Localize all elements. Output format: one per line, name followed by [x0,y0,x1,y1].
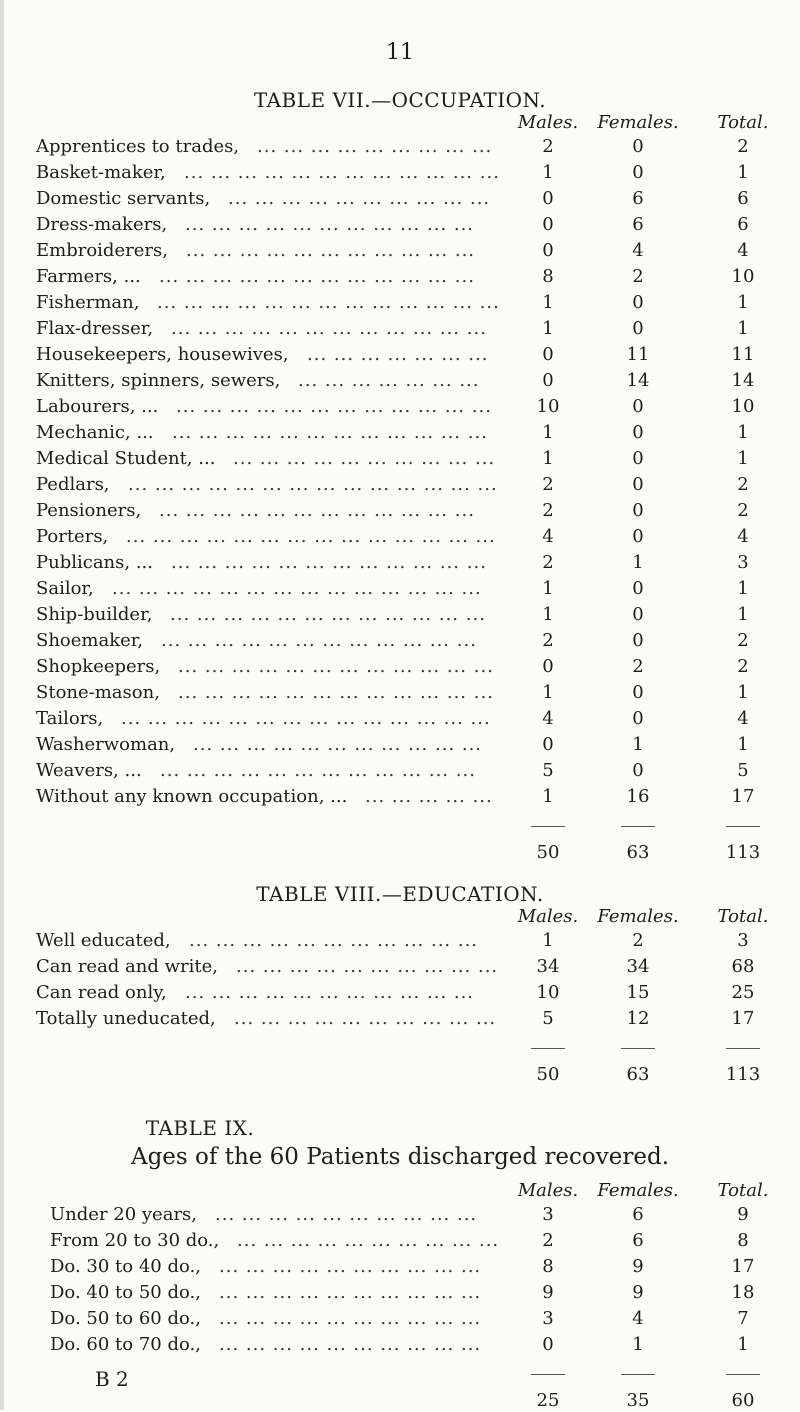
total-all: 113 [725,842,761,863]
leader-dots: ... ... ... ... ... ... ... ... ... ... [233,448,496,469]
row-label: Knitters, spinners, sewers, [36,370,281,391]
total-cell: 1 [737,1334,749,1355]
row-label: Fisherman, [36,292,140,313]
males-cell: 8 [542,1256,554,1277]
leader-dots: ... ... ... ... ... ... ... ... ... ... [228,188,491,209]
total-cell: 1 [737,448,749,469]
total-header: Total. [717,906,769,927]
table-row [0,708,800,734]
total-cell: 4 [737,708,749,729]
row-label: From 20 to 30 do., [50,1230,220,1251]
table-row [0,682,800,708]
leader-dots: ... ... ... ... ... ... ... ... ... ... ... ... [184,162,500,183]
leader-dots: ... ... ... ... ... ... ... ... ... ... ... ... ... [157,292,500,313]
total-cell: 1 [737,292,749,313]
row-label: Ship-builder, [36,604,153,625]
row-label: Housekeepers, housewives, [36,344,289,365]
table-row [0,982,800,1008]
total-cell: 2 [737,500,749,521]
females-cell: 4 [632,1308,644,1329]
table-row [0,1282,800,1308]
total-header: Total. [717,112,769,133]
females-cell: 0 [632,318,644,339]
table-row [0,370,800,396]
males-cell: 0 [542,344,554,365]
total-cell: 3 [737,930,749,951]
table7-header [0,112,800,136]
males-cell: 0 [542,1334,554,1355]
females-cell: 0 [632,604,644,625]
row-label: Mechanic, ... [36,422,154,443]
table8-rows [0,930,800,1034]
males-cell: 10 [536,982,560,1003]
total-cell: 14 [731,370,755,391]
females-header: Females. [597,906,679,927]
leader-dots: ... ... ... ... ... ... ... ... ... ... [219,1256,482,1277]
leader-dots: ... ... ... ... ... ... ... ... ... ... ... ... [178,656,494,677]
females-cell: 0 [632,422,644,443]
total-cell: 1 [737,734,749,755]
females-cell: 14 [626,370,650,391]
total-cell: 10 [731,396,755,417]
leader-dots: ... ... ... ... ... ... ... ... ... ... ... ... ... ... [112,578,482,599]
row-label: Do. 30 to 40 do., [50,1256,201,1277]
females-cell: 9 [632,1256,644,1277]
row-label: Washerwoman, [36,734,176,755]
males-cell: 0 [542,734,554,755]
row-label: Shopkeepers, [36,656,161,677]
table-row [0,422,800,448]
leader-dots: ... ... ... ... ... ... ... ... ... ... ... [193,734,483,755]
females-cell: 0 [632,448,644,469]
row-label: Shoemaker, [36,630,144,651]
row-label: Apprentices to trades, [36,136,240,157]
table-row [0,344,800,370]
total-females: 35 [626,1390,650,1411]
total-cell: 2 [737,656,749,677]
leader-dots: ... ... ... ... ... ... ... ... ... ... ... ... [159,500,475,521]
table-row [0,630,800,656]
table9-rows [0,1204,800,1360]
females-cell: 11 [626,344,650,365]
total-cell: 1 [737,604,749,625]
table-row [0,1308,800,1334]
table-row [0,552,800,578]
males-cell: 4 [542,708,554,729]
leader-dots: ... ... ... ... ... ... ... ... ... ... ... ... [171,552,487,573]
total-cell: 3 [737,552,749,573]
row-label: Can read only, [36,982,167,1003]
leader-dots: ... ... ... ... ... ... ... ... ... ... [234,1008,497,1029]
row-label: Medical Student, ... [36,448,216,469]
total-cell: 17 [731,1008,755,1029]
females-cell: 2 [632,266,644,287]
males-cell: 1 [542,162,554,183]
females-cell: 0 [632,500,644,521]
row-label: Totally uneducated, [36,1008,216,1029]
males-cell: 1 [542,448,554,469]
total-all: 113 [725,1064,761,1085]
total-cell: 4 [737,240,749,261]
total-cell: 25 [731,982,755,1003]
table-row [0,1230,800,1256]
table-row [0,214,800,240]
total-cell: 17 [731,1256,755,1277]
leader-dots: ... ... ... ... ... ... ... ... ... ... ... ... [178,682,494,703]
row-label: Without any known occupation, ... [36,786,348,807]
total-cell: 4 [737,526,749,547]
total-cell: 2 [737,630,749,651]
females-cell: 6 [632,214,644,235]
table-row [0,396,800,422]
total-cell: 2 [737,474,749,495]
total-cell: 9 [737,1204,749,1225]
total-cell: 1 [737,318,749,339]
table8 [0,906,800,1086]
males-cell: 2 [542,136,554,157]
leader-dots: ... ... ... ... ... ... ... [298,370,480,391]
leader-dots: ... ... ... ... ... ... ... ... ... ... ... ... ... ... [126,526,496,547]
leader-dots: ... ... ... ... ... ... ... ... ... ... [219,1334,482,1355]
leader-dots: ... ... ... ... ... ... ... ... ... ... [215,1204,478,1225]
males-cell: 2 [542,552,554,573]
table-row [0,188,800,214]
leader-dots: ... ... ... ... ... ... ... ... ... ... ... ... [170,604,486,625]
females-cell: 0 [632,396,644,417]
males-cell: 8 [542,266,554,287]
leader-dots: ... ... ... ... ... ... ... ... ... ... ... [189,930,479,951]
males-cell: 1 [542,422,554,443]
males-cell: 0 [542,656,554,677]
total-cell: 6 [737,214,749,235]
females-cell: 34 [626,956,650,977]
females-cell: 4 [632,240,644,261]
table-row [0,1008,800,1034]
table-row [0,734,800,760]
males-cell: 1 [542,604,554,625]
males-cell: 1 [542,318,554,339]
row-label: Embroiderers, [36,240,168,261]
table-row [0,474,800,500]
row-label: Dress-makers, [36,214,168,235]
table7-title: TABLE VII.—OCCUPATION. [253,88,547,112]
signature-mark: B 2 [95,1367,129,1391]
table-row [0,500,800,526]
males-cell: 0 [542,214,554,235]
males-cell: 1 [542,578,554,599]
females-cell: 6 [632,1204,644,1225]
males-cell: 0 [542,188,554,209]
males-header: Males. [517,1180,579,1201]
males-cell: 9 [542,1282,554,1303]
total-cell: 1 [737,422,749,443]
row-label: Weavers, ... [36,760,142,781]
total-cell: 1 [737,682,749,703]
table8-header [0,906,800,930]
leader-dots: ... ... ... ... ... ... ... [307,344,489,365]
males-cell: 2 [542,1230,554,1251]
males-header: Males. [517,112,579,133]
leader-dots: ... ... ... ... ... ... ... ... ... ... ... ... [161,630,477,651]
table-row [0,786,800,812]
leader-dots: ... ... ... ... ... ... ... ... ... ... [236,956,499,977]
total-males: 50 [536,842,560,863]
row-label: Pedlars, [36,474,110,495]
males-cell: 2 [542,474,554,495]
table9-totals [0,1390,800,1412]
table-row [0,1256,800,1282]
row-label: Labourers, ... [36,396,159,417]
table-row [0,656,800,682]
females-cell: 0 [632,526,644,547]
total-cell: 11 [731,344,755,365]
females-cell: 1 [632,552,644,573]
table7-totals [0,842,800,864]
males-cell: 1 [542,786,554,807]
total-cell: 1 [737,578,749,599]
row-label: Do. 60 to 70 do., [50,1334,201,1355]
females-cell: 1 [632,1334,644,1355]
males-cell: 2 [542,500,554,521]
row-label: Do. 50 to 60 do., [50,1308,201,1329]
total-cell: 1 [737,162,749,183]
males-cell: 2 [542,630,554,651]
row-label: Pensioners, [36,500,142,521]
row-label: Domestic servants, [36,188,211,209]
leader-dots: ... ... ... ... ... ... ... ... ... ... [219,1282,482,1303]
total-cell: 7 [737,1308,749,1329]
males-cell: 5 [542,1008,554,1029]
table-row [0,578,800,604]
table8-totals [0,1064,800,1086]
total-cell: 6 [737,188,749,209]
total-females: 63 [626,1064,650,1085]
row-label: Can read and write, [36,956,218,977]
leader-dots: ... ... ... ... ... ... ... ... ... ... ... ... ... ... [128,474,498,495]
males-cell: 0 [542,240,554,261]
row-label: Stone-mason, [36,682,160,703]
leader-dots: ... ... ... ... ... ... ... ... ... ... ... [186,240,476,261]
table-row [0,1334,800,1360]
table-row [0,162,800,188]
table7 [0,112,800,864]
total-cell: 8 [737,1230,749,1251]
table-row [0,604,800,630]
leader-dots: ... ... ... ... ... [365,786,493,807]
females-cell: 0 [632,682,644,703]
table9-title: TABLE IX. [145,1116,255,1140]
total-males: 50 [536,1064,560,1085]
females-cell: 15 [626,982,650,1003]
row-label: Farmers, ... [36,266,141,287]
table-row [0,930,800,956]
table8-title: TABLE VIII.—EDUCATION. [256,882,544,906]
total-cell: 68 [731,956,755,977]
females-cell: 0 [632,474,644,495]
females-cell: 0 [632,578,644,599]
females-cell: 0 [632,162,644,183]
males-cell: 4 [542,526,554,547]
row-label: Flax-dresser, [36,318,154,339]
leader-dots: ... ... ... ... ... ... ... ... ... ... ... ... [171,318,487,339]
leader-dots: ... ... ... ... ... ... ... ... ... ... ... ... ... ... [121,708,491,729]
table-row [0,956,800,982]
row-label: Basket-maker, [36,162,166,183]
total-cell: 5 [737,760,749,781]
males-header: Males. [517,906,579,927]
table7-rows [0,136,800,812]
total-all: 60 [731,1390,755,1411]
table-row [0,526,800,552]
males-cell: 5 [542,760,554,781]
males-cell: 10 [536,396,560,417]
leader-dots: ... ... ... ... ... ... ... ... ... ... ... ... [176,396,492,417]
row-label: Publicans, ... [36,552,153,573]
total-cell: 10 [731,266,755,287]
males-cell: 3 [542,1308,554,1329]
males-cell: 1 [542,682,554,703]
females-cell: 12 [626,1008,650,1029]
row-label: Porters, [36,526,109,547]
leader-dots: ... ... ... ... ... ... ... ... ... ... ... [185,982,475,1003]
leader-dots: ... ... ... ... ... ... ... ... ... ... ... ... [172,422,488,443]
males-cell: 34 [536,956,560,977]
table7-rules [0,812,800,842]
females-cell: 16 [626,786,650,807]
females-cell: 0 [632,630,644,651]
table8-rules [0,1034,800,1064]
females-cell: 2 [632,656,644,677]
females-cell: 6 [632,1230,644,1251]
females-cell: 0 [632,708,644,729]
table-row [0,760,800,786]
males-cell: 3 [542,1204,554,1225]
total-females: 63 [626,842,650,863]
row-label: Under 20 years, [50,1204,198,1225]
females-header: Females. [597,1180,679,1201]
leader-dots: ... ... ... ... ... ... ... ... ... [257,136,493,157]
females-header: Females. [597,112,679,133]
total-males: 25 [536,1390,560,1411]
males-cell: 1 [542,292,554,313]
table-row [0,240,800,266]
row-label: Well educated, [36,930,171,951]
females-cell: 0 [632,136,644,157]
leader-dots: ... ... ... ... ... ... ... ... ... ... ... ... [159,266,475,287]
table-row [0,292,800,318]
table-row [0,266,800,292]
table-row [0,136,800,162]
leader-dots: ... ... ... ... ... ... ... ... ... ... [219,1308,482,1329]
table9-subtitle: Ages of the 60 Patients discharged recovered. [130,1144,670,1170]
leader-dots: ... ... ... ... ... ... ... ... ... ... ... ... [160,760,476,781]
females-cell: 9 [632,1282,644,1303]
leader-dots: ... ... ... ... ... ... ... ... ... ... [237,1230,500,1251]
page-number: 11 [386,40,414,65]
females-cell: 6 [632,188,644,209]
total-cell: 18 [731,1282,755,1303]
row-label: Sailor, [36,578,94,599]
row-label: Do. 40 to 50 do., [50,1282,201,1303]
table-row [0,1204,800,1230]
row-label: Tailors, [36,708,104,729]
leader-dots: ... ... ... ... ... ... ... ... ... ... ... [185,214,475,235]
table-row [0,448,800,474]
females-cell: 1 [632,734,644,755]
table9-header [0,1180,800,1204]
total-cell: 17 [731,786,755,807]
females-cell: 0 [632,292,644,313]
males-cell: 1 [542,930,554,951]
table-row [0,318,800,344]
total-header: Total. [717,1180,769,1201]
females-cell: 0 [632,760,644,781]
total-cell: 2 [737,136,749,157]
females-cell: 2 [632,930,644,951]
males-cell: 0 [542,370,554,391]
